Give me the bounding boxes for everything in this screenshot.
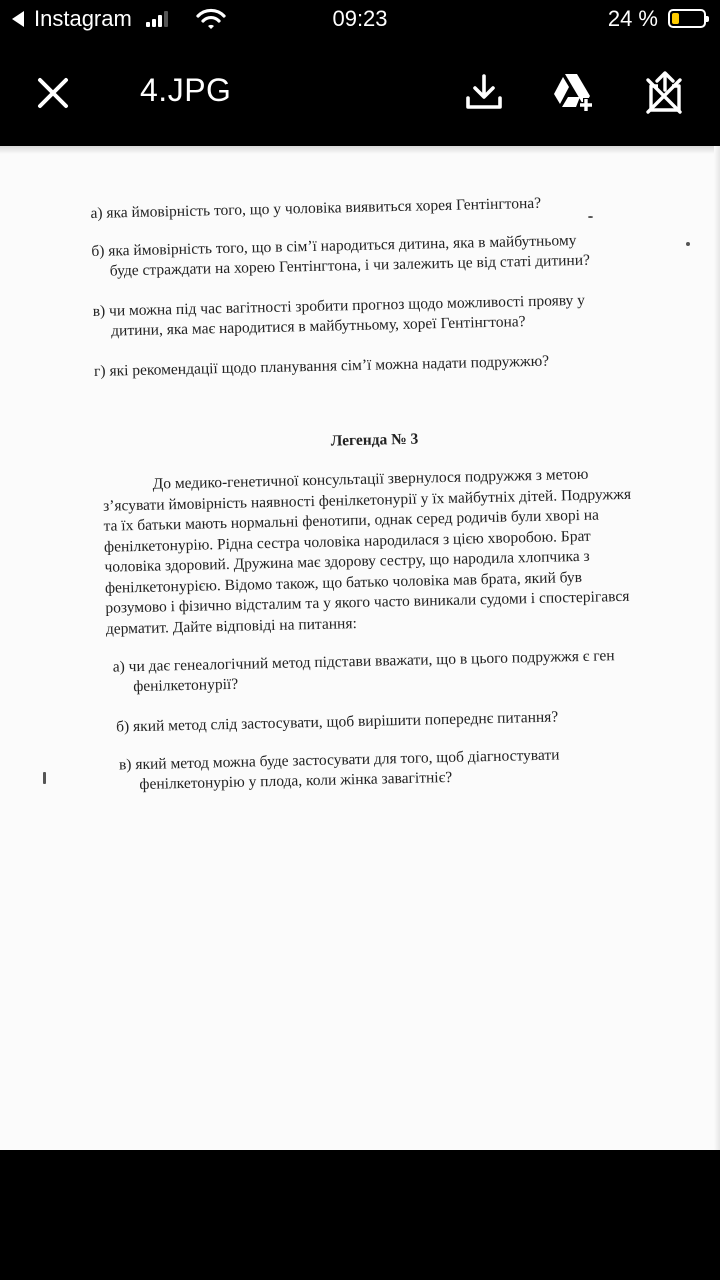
legend-paragraph: До медико-генетичної консультації звернулося подружжя з метою з’ясувати ймовірність наявності фенілкетонурії у їх майбутніх дітей. Подружжя та їх батьки мають нормальні фенотипи, однак серед родичів були хворі на фенілкетонурію. Рідна сестра чоловіка народилася з цією хворобою. Брат чоловіка здоровий. Дружина має здорову сестру, що народила хлопчика з фенілкетонурією. Відомо також, що батько чоловіка мав брата, який був розумово і фізично відсталим та у якого часто виникали судоми і спостерігався дерматит. Дайте відповіді на питання: [102,465,632,638]
question-b-line-1: б) яка ймовірність того, що в сім’ї народиться дитина, яка в майбутньому [91,231,577,260]
battery-percent: 24 % [607,6,658,31]
download-icon[interactable] [462,70,506,114]
legend-question-c-line-2: фенілкетонурію у плода, коли жінка завагітніє? [139,768,453,794]
question-d [94,352,549,382]
viewer-toolbar [0,40,720,146]
legend-question-c [119,745,560,795]
page-shadow [0,146,720,154]
clock: 09:23 [332,6,388,31]
file-name-title: 4.JPG [140,72,232,108]
question-b [91,231,590,282]
bottom-area [0,1150,720,1280]
share-icon[interactable] [643,70,687,114]
legend-question-b-text: б) який метод слід застосувати, щоб вирішити попереднє питання? [115,708,559,736]
battery-fill [672,13,679,24]
battery-icon [668,9,706,28]
legend-question-c-line-1: в) який метод можна буде застосувати для того, щоб діагностувати [118,746,560,774]
scan-speck [588,216,593,218]
document-image [0,146,720,1150]
question-c-line-2: дитини, яка має народитися в майбутньому, хореї Гентінгтона? [110,313,526,340]
page-edge [714,146,720,1150]
legend-question-a-line-2: фенілкетонурії? [133,675,239,696]
scanned-page-text [90,179,650,794]
question-c [92,291,585,342]
question-a-text: а) яка ймовірність того, що у чоловіка виявиться хорея Гентінгтона? [90,194,542,222]
legend-title: Легенда № 3 [330,430,419,450]
legend-question-a [113,646,616,697]
scan-speck [686,242,690,246]
legend-question-a-line-1: а) чи дає генеалогічний метод підстави вважати, що в цього подружжя є ген [112,647,615,676]
status-bar [0,0,720,40]
question-c-line-1: в) чи можна під час вагітності зробити прогноз щодо можливості прояву у [92,291,586,320]
legend-question-b [116,708,558,738]
close-icon[interactable] [36,76,70,110]
scan-speck [43,772,46,784]
google-drive-add-icon[interactable] [550,70,594,114]
back-app-label: Instagram [34,6,132,31]
question-d-text: г) які рекомендації щодо планування сім’ї можна надати подружжю? [93,352,550,380]
question-b-line-2: буде страждати на хорею Гентінгтона, і чи залежить це від статі дитини? [109,251,591,280]
question-a [90,194,541,224]
